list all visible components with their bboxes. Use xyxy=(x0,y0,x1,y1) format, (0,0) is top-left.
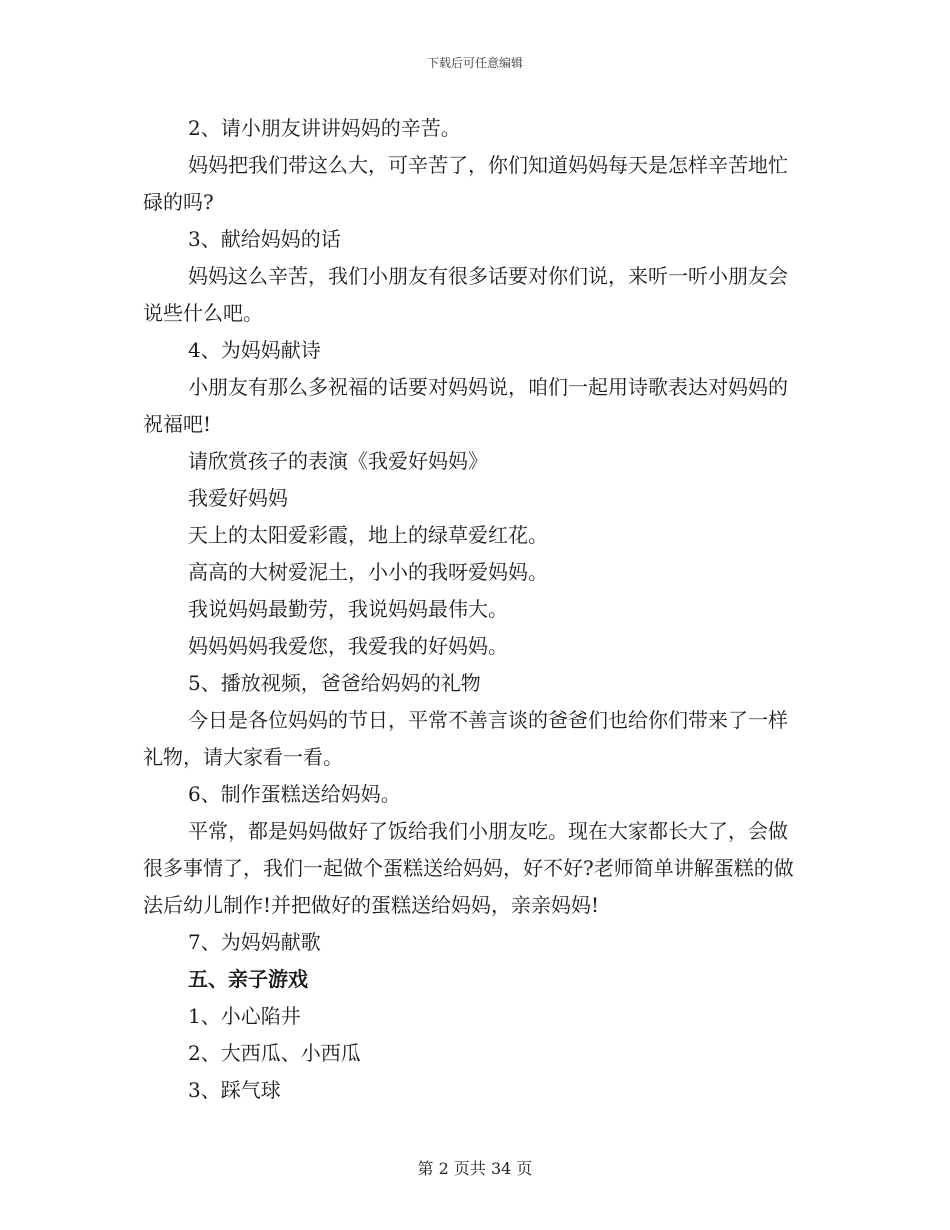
paragraph: 妈妈把我们带这么大，可辛苦了，你们知道妈妈每天是怎样辛苦地忙碌的吗? xyxy=(143,153,788,214)
list-item: 2、大西瓜、小西瓜 xyxy=(188,1041,361,1065)
poem-title: 我爱好妈妈 xyxy=(188,486,288,510)
poem-line: 天上的太阳爱彩霞，地上的绿草爱红花。 xyxy=(188,523,548,547)
list-item: 1、小心陷井 xyxy=(188,1004,301,1028)
list-item: 3、踩气球 xyxy=(188,1078,281,1102)
page-header: 下载后可任意编辑 xyxy=(426,56,523,70)
paragraph: 今日是各位妈妈的节日，平常不善言谈的爸爸们也给你们带来了一样礼物，请大家看一看。 xyxy=(143,708,788,769)
poem-line: 我说妈妈最勤劳，我说妈妈最伟大。 xyxy=(188,597,508,621)
paragraph: 2、请小朋友讲讲妈妈的辛苦。 xyxy=(188,116,461,140)
paragraph: 7、为妈妈献歌 xyxy=(188,930,321,954)
paragraph: 3、献给妈妈的话 xyxy=(188,227,341,251)
poem-line: 高高的大树爱泥土，小小的我呀爱妈妈。 xyxy=(188,560,548,584)
paragraph: 4、为妈妈献诗 xyxy=(188,338,321,362)
poem-line: 妈妈妈妈我爱您，我爱我的好妈妈。 xyxy=(188,634,508,658)
paragraph: 平常，都是妈妈做好了饭给我们小朋友吃。现在大家都长大了，会做很多事情了，我们一起做个蛋糕送给妈妈，好不好?老师简单讲解蛋糕的做法后幼儿制作!并把做好的蛋糕送给妈妈，亲亲妈妈! xyxy=(143,819,794,917)
paragraph: 妈妈这么辛苦，我们小朋友有很多话要对你们说，来听一听小朋友会说些什么吧。 xyxy=(143,264,788,325)
paragraph: 5、播放视频，爸爸给妈妈的礼物 xyxy=(188,671,481,695)
section-heading: 五、亲子游戏 xyxy=(188,967,308,991)
page-footer: 第 2 页共 34 页 xyxy=(417,1159,533,1178)
paragraph: 请欣赏孩子的表演《我爱好妈妈》 xyxy=(188,449,488,473)
paragraph: 小朋友有那么多祝福的话要对妈妈说，咱们一起用诗歌表达对妈妈的祝福吧! xyxy=(143,375,788,436)
document-body xyxy=(143,110,805,1109)
paragraph: 6、制作蛋糕送给妈妈。 xyxy=(188,782,401,806)
